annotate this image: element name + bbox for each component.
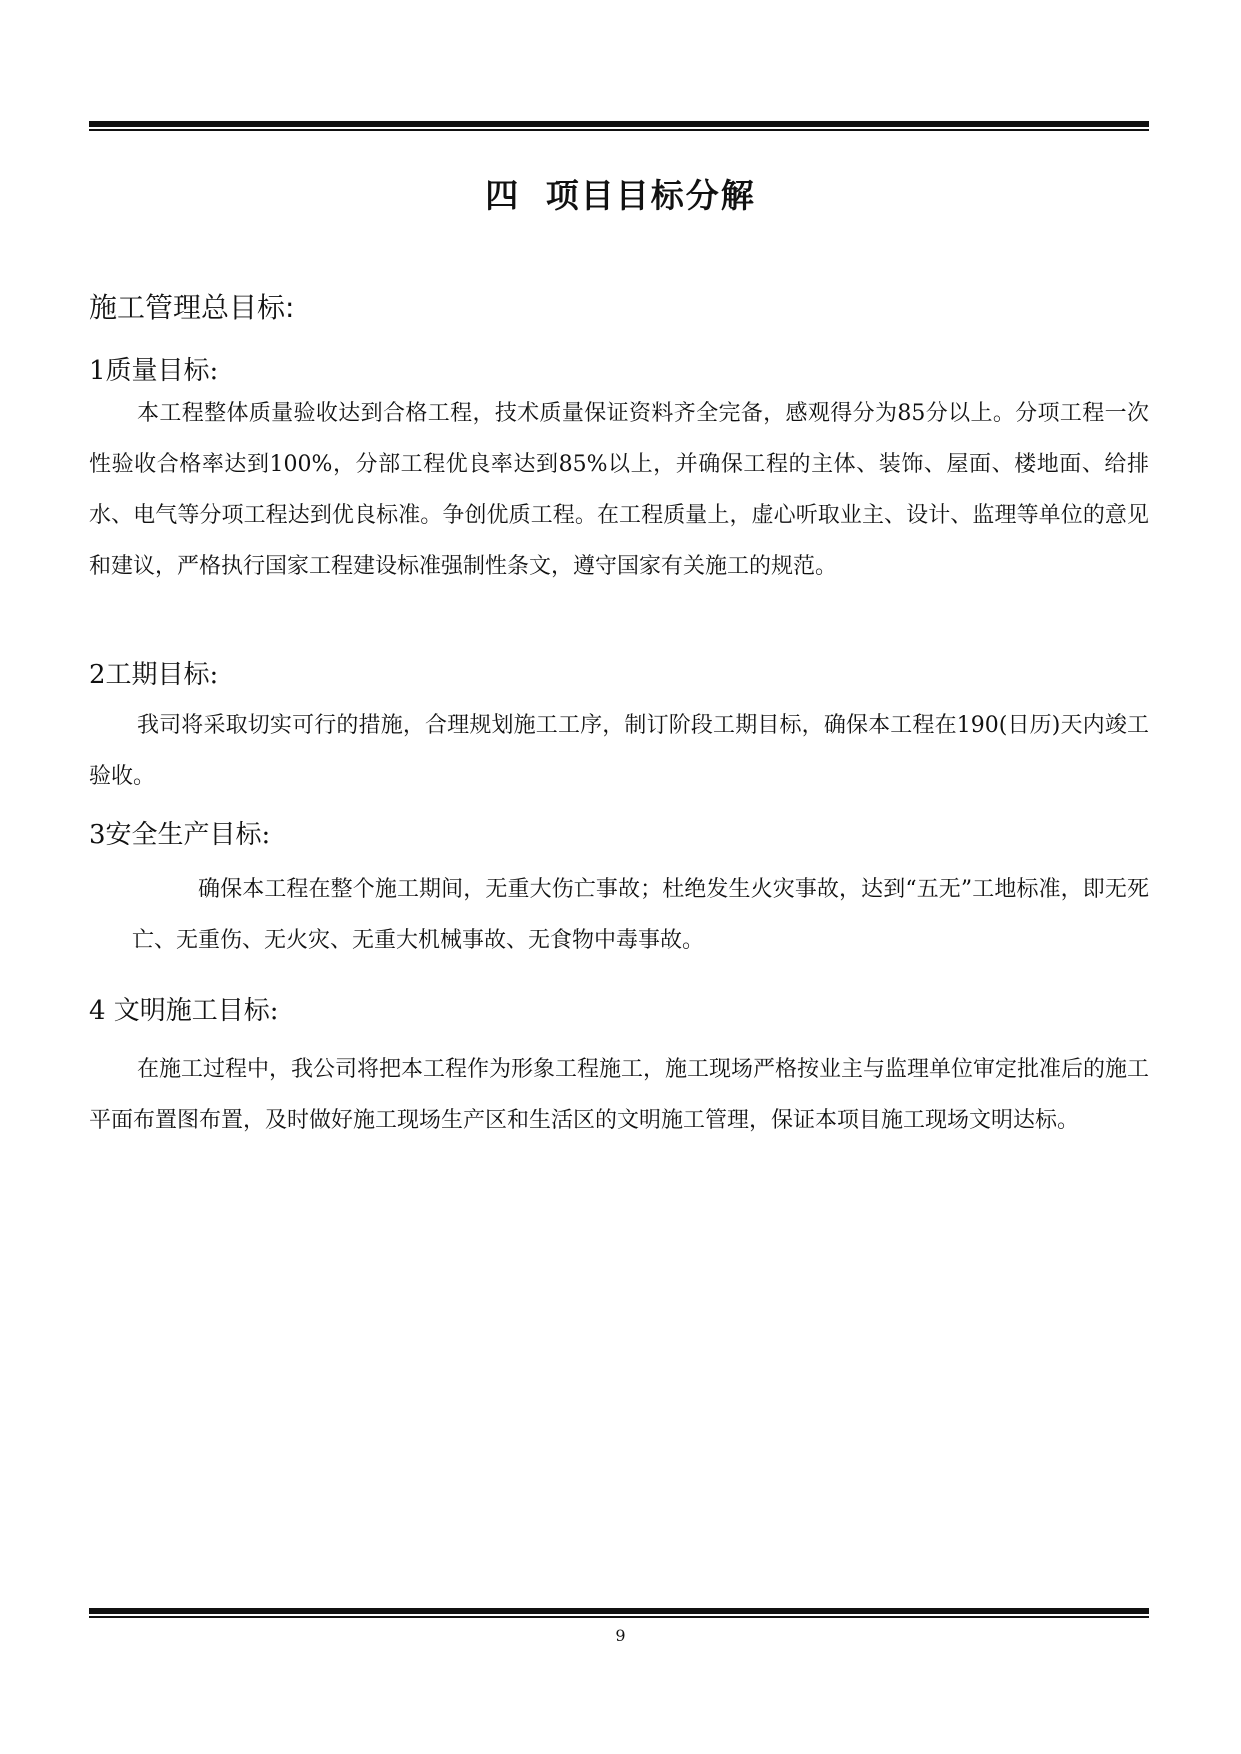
footer-rule (89, 1608, 1149, 1618)
quality-goal-paragraph: 本工程整体质量验收达到合格工程，技术质量保证资料齐全完备，感观得分为85分以上。分项工程一次性验收合格率达到100%，分部工程优良率达到85%以上，并确保工程的主体、装饰、屋面、楼地面、给排水、电气等分项工程达到优良标准。争创优质工程。在工程质量上，虚心听取业主、设计、监理等单位的意见和建议，严格执行国家工程建设标准强制性条文，遵守国家有关施工的规范。 (89, 401, 1149, 579)
page-number: 9 (615, 1626, 626, 1645)
civilized-goal-heading: 4 文明施工目标: (89, 996, 279, 1026)
safety-goal-paragraph: 确保本工程在整个施工期间，无重大伤亡事故；杜绝发生火灾事故，达到“五无”工地标准，即无死亡、无重伤、无火灾、无重大机械事故、无食物中毒事故。 (132, 877, 1149, 953)
header-rule (89, 121, 1149, 131)
section-heading: 施工管理总目标: (89, 291, 295, 324)
schedule-goal-heading: 2工期目标: (89, 660, 219, 690)
title-text: 项目目标分解 (545, 176, 756, 215)
safety-goal-heading: 3安全生产目标: (89, 820, 271, 850)
schedule-goal-paragraph: 我司将采取切实可行的措施，合理规划施工工序，制订阶段工期目标，确保本工程在190(日历)天内竣工验收。 (89, 713, 1149, 789)
title-number: 四 (485, 176, 521, 215)
civilized-goal-paragraph: 在施工过程中，我公司将把本工程作为形象工程施工，施工现场严格按业主与监理单位审定批准后的施工平面布置图布置，及时做好施工现场生产区和生活区的文明施工管理，保证本项目施工现场文明达标。 (89, 1057, 1150, 1133)
page-title (0, 170, 1241, 217)
quality-goal-heading: 1质量目标: (89, 356, 219, 386)
